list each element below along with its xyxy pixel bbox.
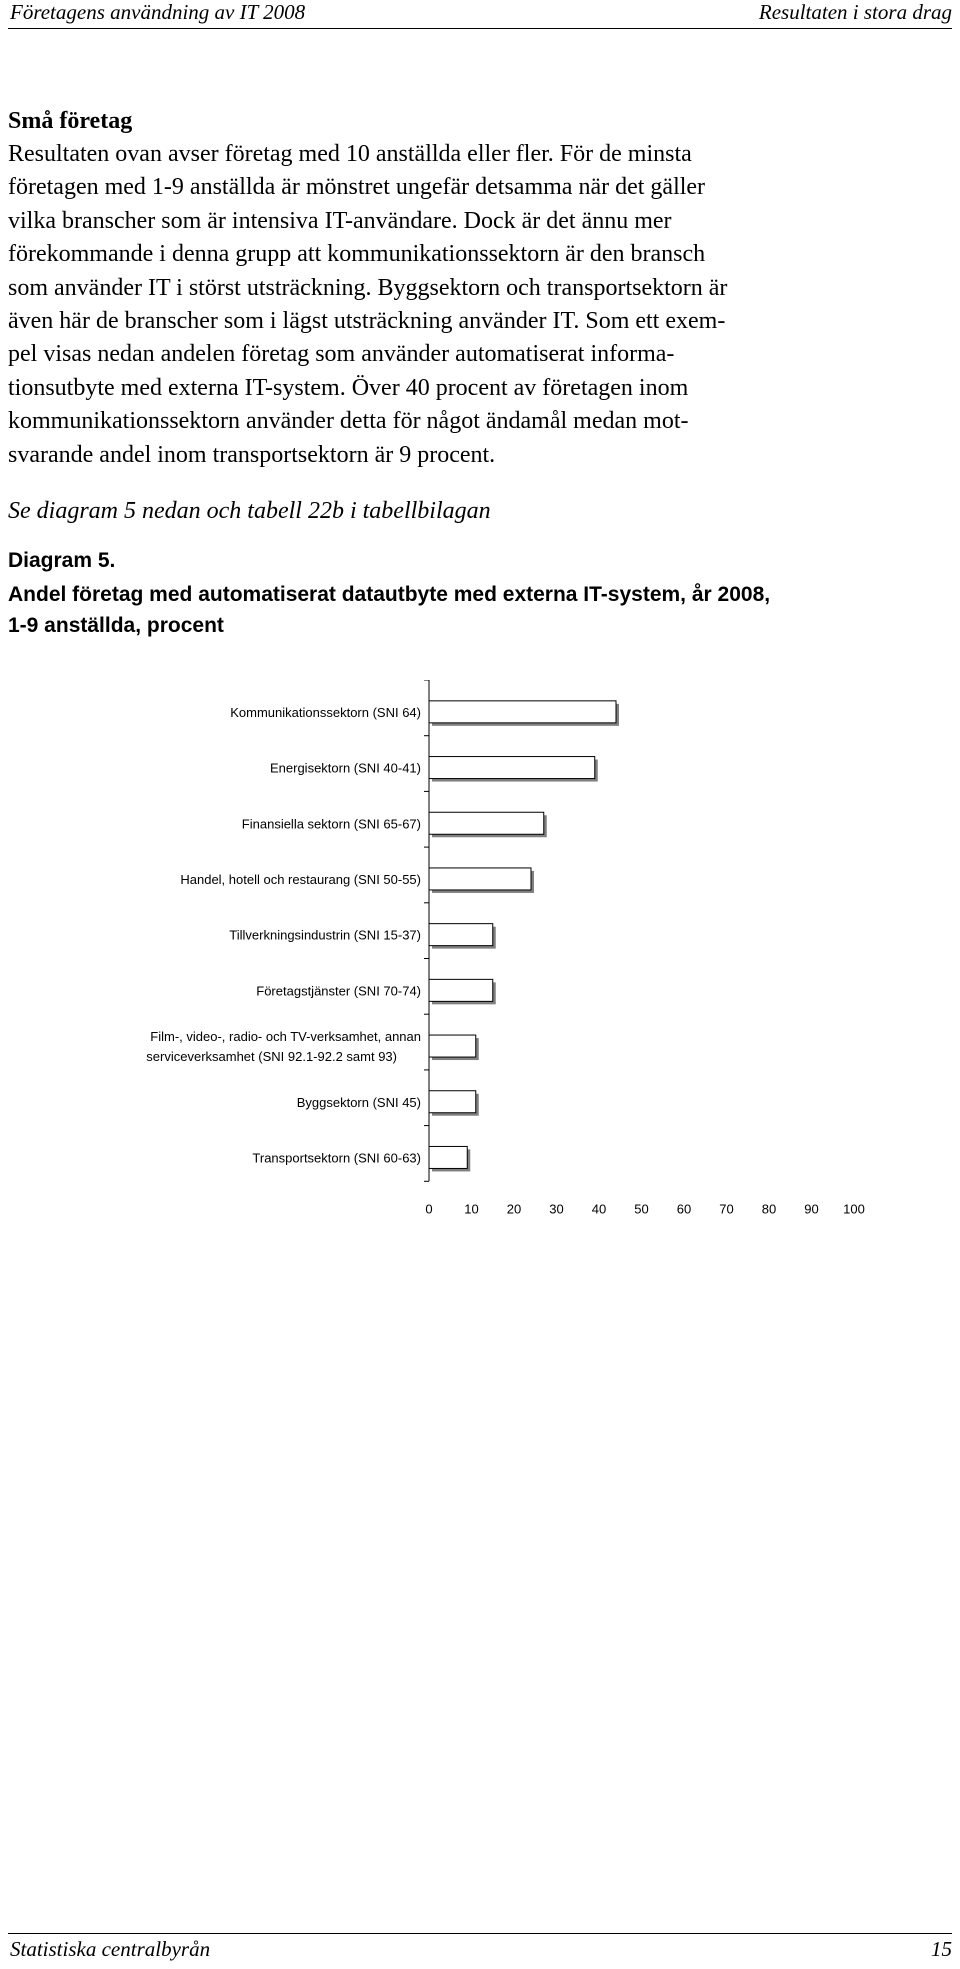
category-label: Företagstjänster (SNI 70-74) (256, 983, 421, 999)
footer-publisher: Statistiska centralbyrån (10, 1937, 211, 1961)
x-tick-label: 60 (676, 1201, 692, 1217)
category-label: Handel, hotell och restaurang (SNI 50-55) (180, 871, 421, 887)
paragraph-line: pel visas nedan andelen företag som använder automatiserat informa- (8, 341, 675, 368)
category-label: Film-, video-, radio- och TV-verksamhet, annan serviceverksamhet (SNI 92.1-92.2 samt 93) (146, 1029, 421, 1065)
category-label: Tillverkningsindustrin (SNI 15-37) (229, 927, 421, 943)
paragraph-line: även här de branscher som i lägst utsträckning använder IT. Som ett exem- (8, 308, 726, 335)
diagram-title (8, 579, 948, 641)
header-section-title: Resultaten i stora drag (758, 0, 952, 24)
bar (429, 701, 616, 723)
x-tick-label: 40 (591, 1201, 607, 1217)
bar-chart (0, 680, 960, 1240)
paragraph-line: Resultaten ovan avser företag med 10 anställda eller fler. För de minsta (8, 141, 692, 167)
paragraph-line: kommunikationssektorn använder detta för något ändamål medan mot- (8, 408, 689, 435)
x-tick-label: 50 (634, 1201, 649, 1217)
bar (429, 812, 544, 834)
category-label: Byggsektorn (SNI 45) (296, 1094, 421, 1110)
bar (429, 757, 595, 779)
x-tick-label: 10 (464, 1201, 479, 1217)
category-label: Transportsektorn (SNI 60-63) (252, 1150, 421, 1166)
paragraph-line: företagen med 1-9 anställda är mönstret ungefär detsamma när det gäller (8, 174, 706, 201)
diagram-label: Diagram 5. (8, 549, 116, 572)
bar (429, 1035, 476, 1057)
x-tick-label: 100 (843, 1201, 865, 1217)
body-paragraph (8, 138, 948, 472)
bar (429, 979, 493, 1001)
x-tick-label: 80 (761, 1201, 777, 1217)
x-tick-label: 0 (425, 1201, 433, 1217)
page-header (8, 0, 952, 29)
header-document-title: Företagens användning av IT 2008 (10, 0, 306, 24)
bar (429, 868, 531, 890)
section-heading: Små företag (8, 108, 133, 134)
bar (429, 1091, 476, 1113)
reference-note: Se diagram 5 nedan och tabell 22b i tabellbilagan (8, 498, 491, 524)
category-label: Kommunikationssektorn (SNI 64) (230, 704, 421, 720)
bar (429, 924, 493, 946)
paragraph-line: förekommande i denna grupp att kommunikationssektorn är den bransch (8, 241, 706, 268)
diagram-title-line: 1-9 anställda, procent (8, 614, 224, 637)
paragraph-line: svarande andel inom transportsektorn är 9 procent. (8, 441, 496, 468)
page-number: 15 (931, 1937, 952, 1961)
category-label: Finansiella sektorn (SNI 65-67) (241, 816, 421, 832)
paragraph-line: tionsutbyte med externa IT-system. Över 40 procent av företagen inom (8, 374, 689, 401)
x-tick-label: 30 (549, 1201, 564, 1217)
paragraph-line: som använder IT i störst utsträckning. Byggsektorn och transportsektorn är (8, 274, 728, 301)
bar (429, 1146, 467, 1168)
x-tick-label: 90 (804, 1201, 819, 1217)
diagram-title-line: Andel företag med automatiserat datautbyte med externa IT-system, år 2008, (8, 583, 771, 606)
page-footer (8, 1933, 952, 1964)
x-tick-label: 20 (506, 1201, 522, 1217)
paragraph-line: vilka branscher som är intensiva IT-användare. Dock är det ännu mer (8, 207, 672, 234)
x-tick-label: 70 (719, 1201, 734, 1217)
category-label: Energisektorn (SNI 40-41) (269, 760, 421, 776)
